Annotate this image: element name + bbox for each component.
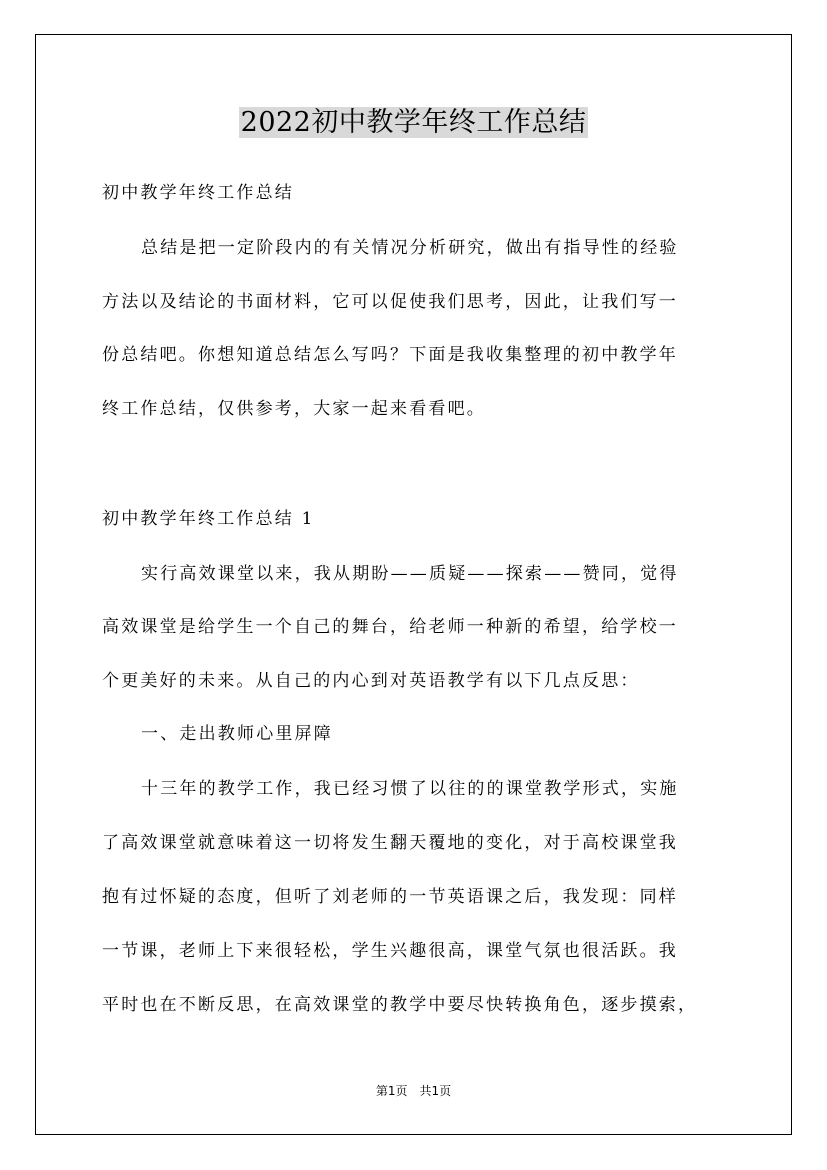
paragraph-line: 高效课堂是给学生一个自己的舞台，给老师一种新的希望，给学校一 bbox=[102, 617, 678, 637]
document-title-text: 2022初中教学年终工作总结 bbox=[240, 107, 587, 138]
paragraph-line: 个更美好的未来。从自己的内心到对英语教学有以下几点反思： bbox=[102, 671, 640, 691]
section-heading-intro: 初中教学年终工作总结 bbox=[102, 183, 294, 203]
paragraph-line: 平时也在不断反思，在高效课堂的教学中要尽快转换角色，逐步摸索， bbox=[102, 995, 698, 1015]
paragraph-line: 十三年的教学工作，我已经习惯了以往的的课堂教学形式，实施 bbox=[141, 779, 679, 799]
paragraph-line: 抱有过怀疑的态度，但听了刘老师的一节英语课之后，我发现：同样 bbox=[102, 887, 678, 907]
subheading-1: 一、走出教师心里屏障 bbox=[141, 724, 333, 744]
section-heading-1: 初中教学年终工作总结 1 bbox=[102, 509, 315, 529]
paragraph-line: 实行高效课堂以来，我从期盼——质疑——探索——赞同，觉得 bbox=[141, 564, 679, 584]
paragraph-line: 方法以及结论的书面材料，它可以促使我们思考，因此，让我们写一 bbox=[102, 292, 678, 312]
page-footer: 第1页 共1页 bbox=[375, 1084, 452, 1098]
paragraph-line: 终工作总结，仅供参考，大家一起来看看吧。 bbox=[102, 399, 486, 419]
paragraph-line: 份总结吧。你想知道总结怎么写吗？下面是我收集整理的初中教学年 bbox=[102, 345, 678, 365]
paragraph-line: 总结是把一定阶段内的有关情况分析研究，做出有指导性的经验 bbox=[141, 238, 679, 258]
document-title bbox=[0, 102, 827, 144]
paragraph-line: 了高效课堂就意味着这一切将发生翻天覆地的变化，对于高校课堂我 bbox=[102, 833, 678, 853]
paragraph-line: 一节课，老师上下来很轻松，学生兴趣很高，课堂气氛也很活跃。我 bbox=[102, 941, 678, 961]
